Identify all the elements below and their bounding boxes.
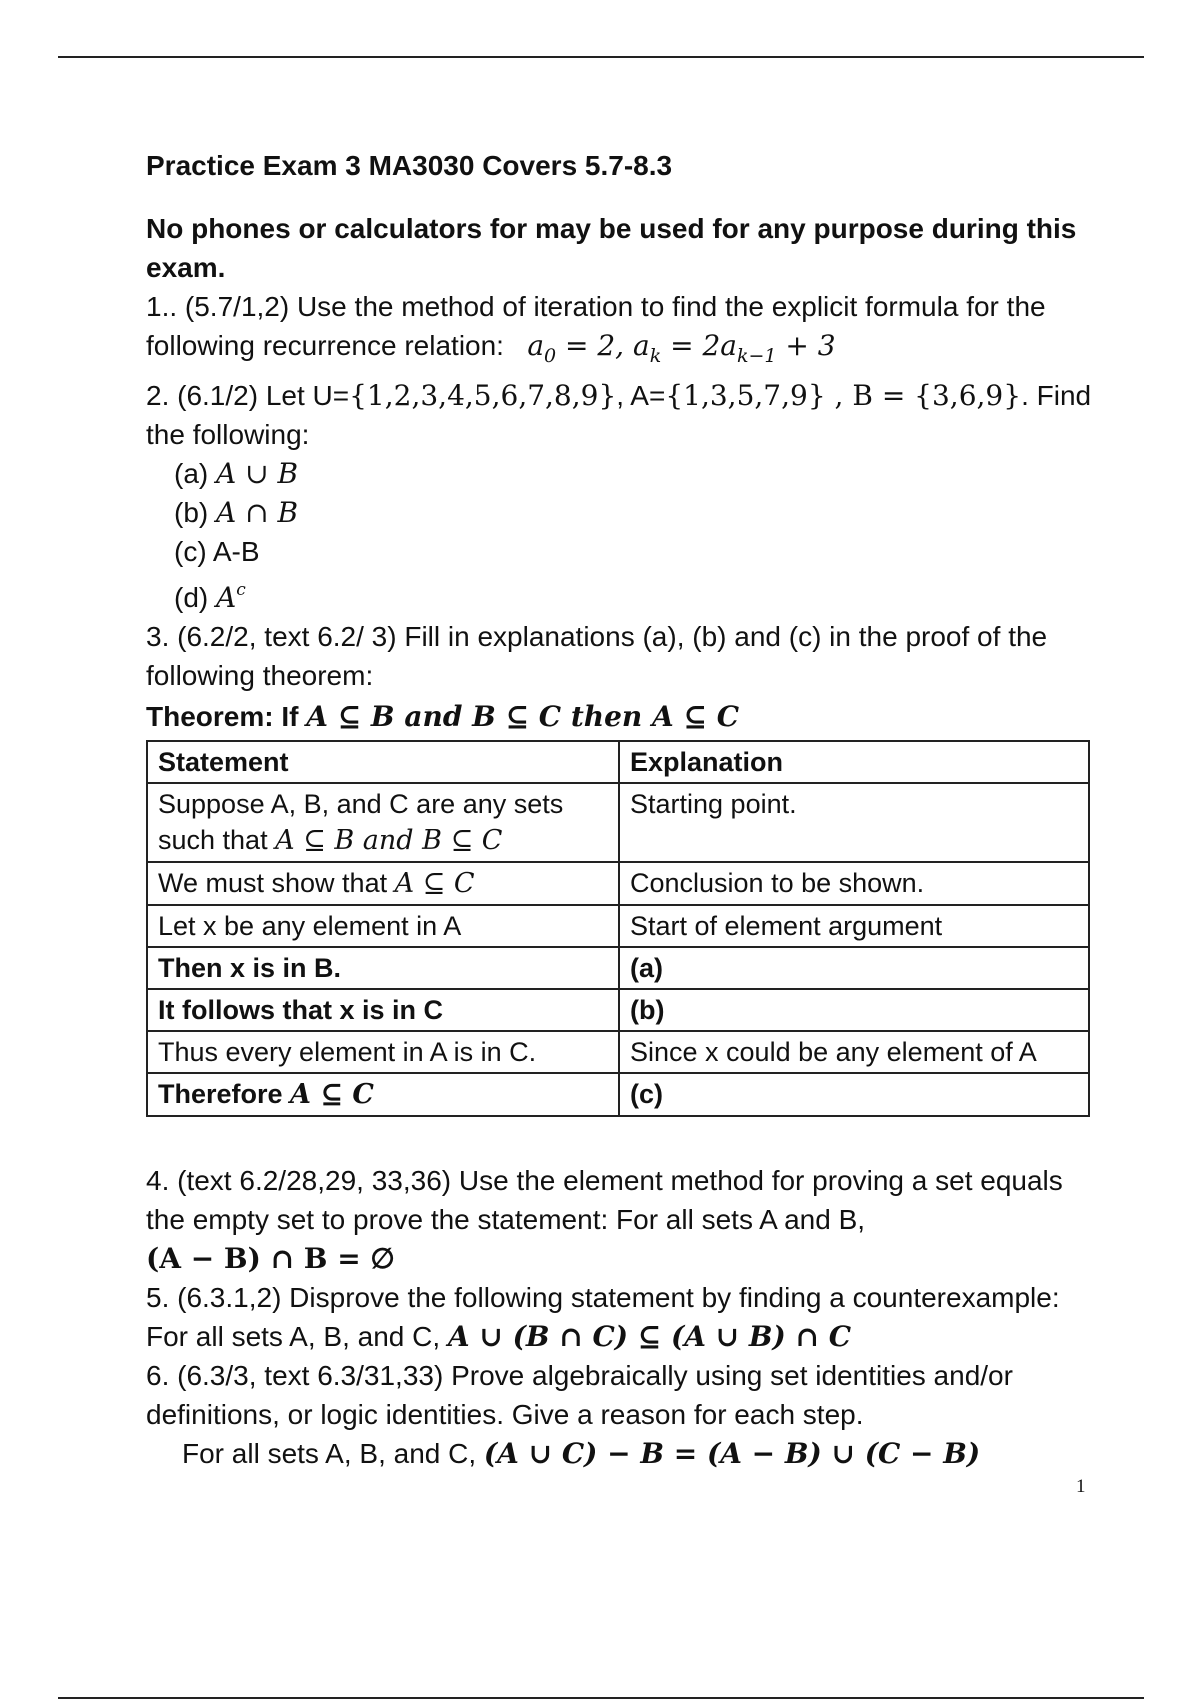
row2-explanation: Conclusion to be shown.	[619, 862, 1089, 905]
question-6-formula: (A ∪ C) − B = (A − B) ∪ (C − B)	[483, 1437, 981, 1470]
question-5	[146, 1278, 1101, 1356]
row2-statement-text: We must show that	[158, 868, 395, 898]
row6-explanation: Since x could be any element of A	[619, 1031, 1089, 1073]
page-title: Practice Exam 3 MA3030 Covers 5.7-8.3	[146, 150, 673, 181]
row1-explanation: Starting point.	[619, 783, 1089, 862]
table-row	[147, 783, 1089, 862]
question-3: 3. (6.2/2, text 6.2/ 3) Fill in explanations (a), (b) and (c) in the proof of the following theorem:	[146, 621, 1048, 691]
table-row	[147, 862, 1089, 905]
row3-statement: Let x be any element in A	[147, 905, 619, 947]
question-4-text: 4. (text 6.2/28,29, 33,36) Use the element method for proving a set equals the empty set to prove the statement: For all sets A and B,	[146, 1165, 1063, 1235]
formula-mid: = 2, a	[556, 329, 650, 362]
recurrence-formula	[527, 329, 836, 367]
question-6: 6. (6.3/3, text 6.3/31,33) Prove algebraically using set identities and/or definitions, or logic identities. Give a reason for each step.	[146, 1360, 1013, 1430]
part-a	[174, 454, 1101, 493]
row7-statement-math: A ⊆ C	[290, 1079, 374, 1110]
part-d-label: (d)	[174, 582, 216, 613]
question-6-line-text: For all sets A, B, and C,	[182, 1438, 484, 1469]
spacer	[146, 1117, 1101, 1161]
table-row	[147, 1073, 1089, 1116]
question-5-text: 5. (6.3.1,2) Disprove the following statement by finding a counterexample: For all sets A, B, and C,	[146, 1282, 1060, 1352]
set-u: {1,2,3,4,5,6,7,8,9}	[349, 379, 617, 412]
part-b	[174, 493, 1101, 532]
row2-statement	[147, 862, 619, 905]
part-c: (c) A-B	[174, 536, 260, 567]
set-b: , B = {3,6,9}	[825, 379, 1022, 412]
q2-text-end: . Find the following:	[146, 380, 1092, 450]
row7-statement	[147, 1073, 619, 1116]
theorem-math: A ⊆ B and B ⊆ C then A ⊆ C	[306, 700, 739, 733]
part-a-math: A ∪ B	[216, 457, 299, 490]
question-5-formula: A ∪ (B ∩ C) ⊆ (A ∪ B) ∩ C	[447, 1320, 852, 1353]
part-d	[174, 571, 1101, 617]
part-b-math: A ∩ B	[216, 496, 299, 529]
part-a-label: (a)	[174, 458, 216, 489]
question-6-statement	[146, 1434, 1101, 1473]
formula-a: a	[527, 329, 545, 362]
exam-notice: No phones or calculators for may be used for any purpose during this exam.	[146, 213, 1077, 283]
row4-statement: Then x is in B.	[147, 947, 619, 989]
question-2-parts	[146, 454, 1101, 617]
q2-text-start: 2. (6.1/2) Let U=	[146, 380, 350, 411]
row5-explanation: (b)	[619, 989, 1089, 1031]
page-number: 1	[1076, 1476, 1086, 1497]
row7-explanation: (c)	[619, 1073, 1089, 1116]
question-4-formula: (A − B) ∩ B = ∅	[146, 1242, 395, 1275]
set-a: {1,3,5,7,9}	[665, 379, 826, 412]
row6-statement: Thus every element in A is in C.	[147, 1031, 619, 1073]
question-4	[146, 1161, 1101, 1278]
part-d-sup: c	[236, 580, 246, 600]
table-row	[147, 1031, 1089, 1073]
theorem	[146, 697, 1101, 736]
row5-statement: It follows that x is in C	[147, 989, 619, 1031]
q2-text-a: , A=	[616, 380, 666, 411]
table-header-row	[147, 741, 1089, 783]
question-1-text: 1.. (5.7/1,2) Use the method of iteration to find the explicit formula for the following recurrence relation:	[146, 291, 1046, 361]
question-2	[146, 376, 1101, 454]
table-row	[147, 905, 1089, 947]
row2-statement-math: A ⊆ C	[394, 868, 475, 899]
formula-sub-k: k	[649, 345, 662, 367]
theorem-label: Theorem: If	[146, 701, 307, 732]
formula-eq: = 2a	[661, 329, 737, 362]
top-rule	[58, 56, 1144, 58]
row4-explanation: (a)	[619, 947, 1089, 989]
formula-end: + 3	[776, 329, 836, 362]
formula-sub-0: 0	[544, 345, 557, 367]
bottom-rule	[58, 1697, 1144, 1699]
proof-table	[146, 740, 1090, 1117]
row7-statement-text: Therefore	[158, 1079, 291, 1109]
question-1	[146, 287, 1101, 376]
part-d-math: A	[216, 581, 237, 614]
header-statement: Statement	[147, 741, 619, 783]
header-explanation: Explanation	[619, 741, 1089, 783]
table-row	[147, 989, 1089, 1031]
row1-statement	[147, 783, 619, 862]
part-b-label: (b)	[174, 497, 216, 528]
row1-statement-math: A ⊆ B and B ⊆ C	[275, 825, 503, 856]
row1-statement-text: Suppose A, B, and C are any sets such that	[158, 789, 564, 855]
formula-sub-k1: k−1	[736, 345, 777, 367]
table-row	[147, 947, 1089, 989]
row3-explanation: Start of element argument	[619, 905, 1089, 947]
exam-page	[146, 146, 1101, 1473]
